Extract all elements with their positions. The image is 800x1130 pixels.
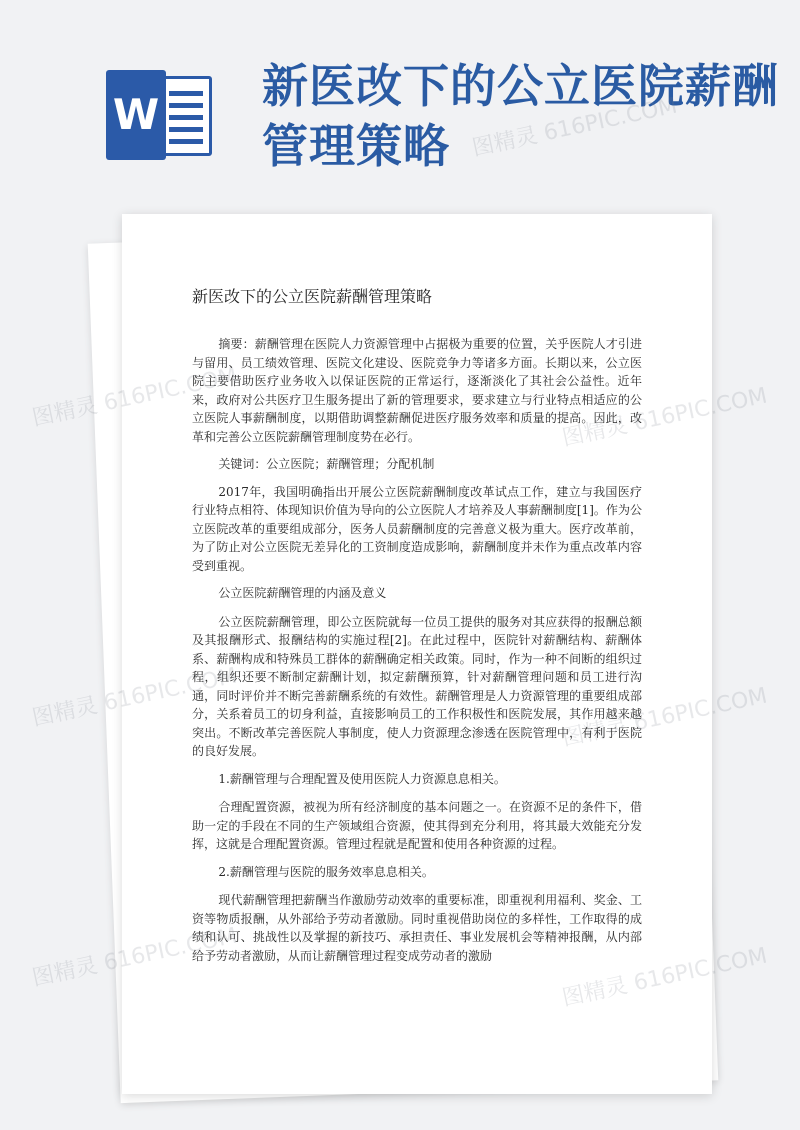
word-letter-w: W — [106, 70, 166, 160]
watermark: 图精灵 — [30, 693, 100, 732]
document-page — [122, 214, 712, 1094]
section-heading: 公立医院薪酬管理的内涵及意义 — [218, 586, 387, 600]
watermark: 图精灵 — [30, 953, 100, 992]
watermark: 图精灵 616PIC.COM — [470, 93, 680, 162]
body-paragraph: 合理配置资源，被视为所有经济制度的基本问题之一。在资源不足的条件下，借助一定的手段在不同的生产领域组合资源，使其得到充分利用，将其最大效能充分发挥，这就是合理配置资源。管理过程就是配置和使用各种资源的过程。 — [192, 800, 642, 851]
keywords-paragraph: 关键词：公立医院；薪酬管理；分配机制 — [218, 457, 435, 471]
word-document-icon — [106, 70, 214, 160]
banner-title: 新医改下的公立医院薪酬管理策略 — [262, 59, 779, 173]
banner-header — [0, 0, 800, 210]
abstract-paragraph: 摘要：薪酬管理在医院人力资源管理中占据极为重要的位置，关乎医院人才引进与留用、员工绩效管理、医院文化建设、医院竞争力等诸多方面。长期以来，公立医院主要借助医疗业务收入以保证医院的正常运行，逐渐淡化了其社会公益性。近年来，政府对公共医疗卫生服务提出了新的管理要求，要求建立与行业特点相适应的公立医院人事薪酬制度，以期借助调整薪酬促进医疗服务效率和质量的提高。因此，改革和完善公立医院薪酬管理制度势在必行。 — [192, 337, 642, 444]
body-paragraph: 现代薪酬管理把薪酬当作激励劳动效率的重要标准，即重视利用福利、奖金、工资等物质报酬，从外部给予劳动者激励。同时重视借助岗位的多样性，工作取得的成绩和认可、挑战性以及掌握的新技巧、承担责任、事业发展机会等精神报酬，从内部给予劳动者激励，从而让薪酬管理过程变成劳动者的激励 — [192, 893, 642, 963]
watermark: 图精灵 — [30, 393, 100, 432]
subsection-heading: 1.薪酬管理与合理配置及使用医院人力资源息息相关。 — [218, 771, 506, 786]
document-title: 新医改下的公立医院薪酬管理策略 — [192, 287, 433, 306]
body-paragraph: 2017年，我国明确指出开展公立医院薪酬制度改革试点工作，建立与我国医疗行业特点相符、体现知识价值为导向的公立医院人才培养及人事薪酬制度[1]。作为公立医院改革的重要组成部分，医务人员薪酬制度的完善意义极为重大。医疗改革前，为了防止对公立医院无差异化的工资制度造成影响，薪酬制度并未作为重点改革内容受到重视。 — [192, 484, 642, 573]
subsection-heading: 2.薪酬管理与医院的服务效率息息相关。 — [218, 864, 434, 879]
body-paragraph: 公立医院薪酬管理，即公立医院就每一位员工提供的服务对其应获得的报酬总额及其报酬形式、报酬结构的实施过程[2]。在此过程中，医院针对薪酬结构、薪酬体系、薪酬构成和特殊员工群体的薪酬确定相关政策。同时，作为一种不间断的组织过程，组织还要不断制定薪酬计划，拟定薪酬预算，针对薪酬管理问题和员工进行沟通，同时评价并不断完善薪酬系统的有效性。薪酬管理是人力资源管理的重要组成部分，关系着员工的切身利益，直接影响员工的工作积极性和医院发展，其作用越来越突出。不断改革完善医院人事制度，使人力资源理念渗透在医院管理中，有利于医院的良好发展。 — [192, 614, 642, 758]
